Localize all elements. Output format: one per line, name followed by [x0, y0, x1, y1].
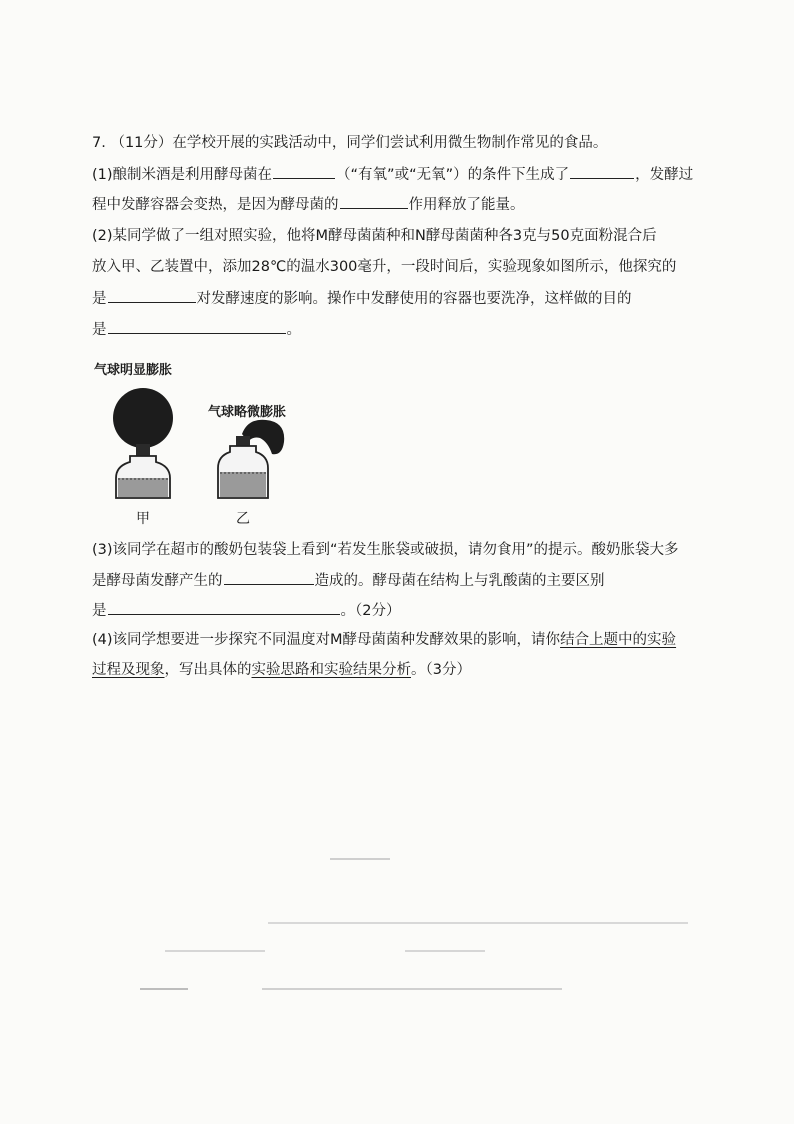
scan-artifact	[262, 988, 562, 990]
jar-a-name: 甲	[136, 511, 150, 527]
jar-a-with-inflated-balloon	[113, 388, 173, 498]
q2-line-3: 是 对发酵速度的影响。操作中发酵使用的容器也要洗净，这样做的目的	[92, 288, 742, 309]
q2-line-1: (2)某同学做了一组对照实验，他将M酵母菌菌种和N酵母菌菌种各3克与50克面粉混合后	[92, 228, 657, 244]
answer-blank-5[interactable]	[108, 319, 286, 334]
scan-artifact	[330, 858, 390, 860]
q2-line-2: 放入甲、乙装置中，添加28℃的温水300毫升，一段时间后，实验现象如图所示，他探究的	[92, 259, 677, 275]
answer-blank-7[interactable]	[108, 600, 340, 615]
q3-line-3: 是 。（2分）	[92, 600, 742, 621]
fermentation-figure	[100, 382, 320, 522]
answer-blank-3[interactable]	[340, 194, 408, 209]
answer-blank-6[interactable]	[224, 570, 314, 585]
answer-blank-4[interactable]	[108, 288, 196, 303]
q4-line-2: 过程及现象，写出具体的实验思路和实验结果分析。（3分）	[92, 662, 471, 678]
q3-line-1: (3)该同学在超市的酸奶包装袋上看到“若发生胀袋或破损，请勿食用”的提示。酸奶胀袋大多	[92, 542, 679, 558]
answer-blank-2[interactable]	[570, 164, 634, 179]
question-heading: 7. （11分）在学校开展的实践活动中，同学们尝试利用微生物制作常见的食品。	[92, 135, 608, 151]
label-balloon-a: 气球明显膨胀	[94, 363, 173, 378]
q3-line-2: 是酵母菌发酵产生的 造成的。酵母菌在结构上与乳酸菌的主要区别	[92, 570, 742, 591]
label-balloon-b: 气球略微膨胀	[208, 405, 287, 420]
q4-line-1: (4)该同学想要进一步探究不同温度对M酵母菌菌种发酵效果的影响，请你结合上题中的实验	[92, 632, 677, 648]
scan-artifact	[165, 950, 265, 952]
q1-line-2: 程中发酵容器会变热，是因为酵母菌的 作用释放了能量。	[92, 194, 742, 215]
scan-artifact	[140, 988, 188, 990]
scan-artifact	[268, 922, 688, 924]
jar-b-name: 乙	[236, 511, 250, 527]
answer-blank-1[interactable]	[273, 164, 335, 179]
q1-line-1: (1)酿制米酒是利用酵母菌在 （“有氧”或“无氧”）的条件下生成了 ，发酵过	[92, 164, 742, 185]
scan-artifact	[405, 950, 485, 952]
jar-b-with-slight-balloon	[218, 420, 284, 498]
q2-line-4: 是 。	[92, 319, 742, 340]
